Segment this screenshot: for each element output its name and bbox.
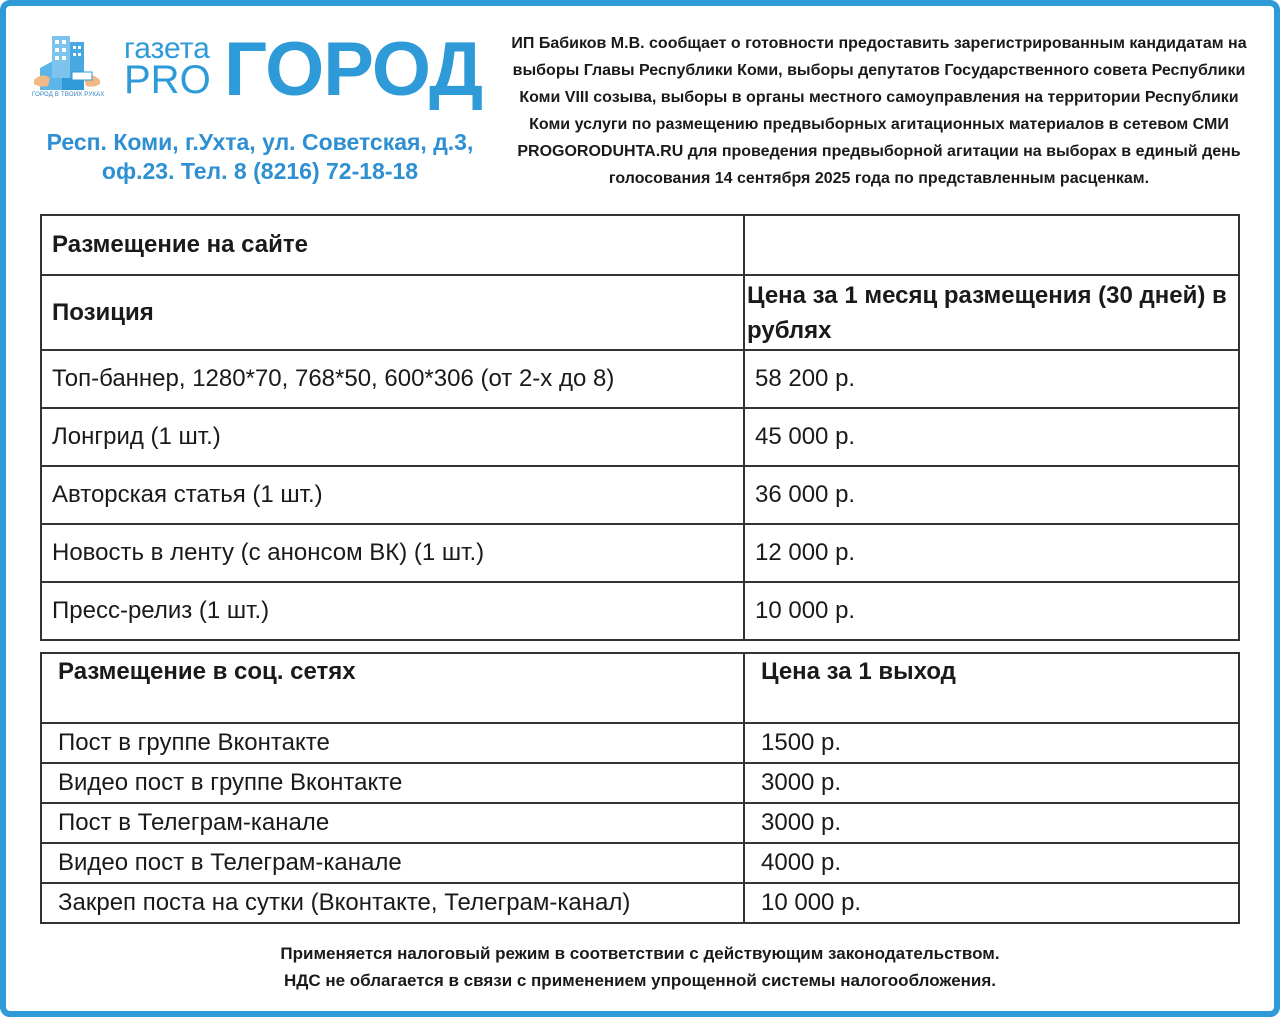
empty-cell [744,215,1239,275]
column-header-price: Цена за 1 выход [744,653,1239,723]
contact-address: Респ. Коми, г.Ухта, ул. Советская, д.3, оф.23. Тел. 8 (8216) 72-18-18 [46,129,474,184]
row-price: 1500 р. [744,723,1239,763]
tax-notice-line-2: НДС не облагается в связи с применением упрощенной системы налогообложения. [283,971,997,990]
row-price: 3000 р. [744,803,1239,843]
table-row [41,843,1239,883]
logo-gorod-text: ГОРОД [224,27,483,112]
row-price: 10 000 р. [744,883,1239,923]
row-position: Пост в группе Вконтакте [41,723,744,763]
tax-notice-line-1: Применяется налоговый режим в соответствии с действующим законодательством. [280,944,1000,963]
row-position: Закреп поста на сутки (Вконтакте, Телеграм-канал) [41,883,744,923]
table-header-row [41,275,1239,350]
row-price: 12 000 р. [744,524,1239,582]
newspaper-logo [32,27,483,112]
table-header-row [41,653,1239,723]
table-row [41,524,1239,582]
row-price: 3000 р. [744,763,1239,803]
row-position: Авторская статья (1 шт.) [41,466,744,524]
social-placement-table [40,652,1240,924]
row-position: Пост в Телеграм-канале [41,803,744,843]
row-position: Топ-баннер, 1280*70, 768*50, 600*306 (от 2-х до 8) [41,350,744,408]
column-header-position: Позиция [41,275,744,350]
table-row [41,466,1239,524]
logo-pro-text: PRO [124,58,211,102]
logo-gazeta-text: газета [124,32,210,65]
row-position: Видео пост в группе Вконтакте [41,763,744,803]
row-position: Видео пост в Телеграм-канале [41,843,744,883]
tax-notice [40,940,1240,994]
row-position: Новость в ленту (с анонсом ВК) (1 шт.) [41,524,744,582]
row-price: 10 000 р. [744,582,1239,640]
row-price: 45 000 р. [744,408,1239,466]
announcement-text: ИП Бабиков М.В. сообщает о готовности предоставить зарегистрированным кандидатам на выборы Главы Республики Коми, выборы депутатов Государственного совета Республики Коми VIII созыва, выборы в органы местного самоуправления на территории Республики Коми услуги по размещению предвыборных агитационных материалов в сетевом СМИ PROGORODUHTA.RU для проведения предвыборной агитации на выборах в единый день голосования 14 сентября 2025 года по представленным расценкам. [511,35,1247,187]
social-table-title: Размещение в соц. сетях [41,653,744,723]
column-header-price: Цена за 1 месяц размещения (30 дней) в рублях [744,275,1239,350]
site-table-title: Размещение на сайте [41,215,744,275]
table-row [41,582,1239,640]
table-row [41,763,1239,803]
table-row [41,803,1239,843]
table-row [41,350,1239,408]
row-position: Пресс-релиз (1 шт.) [41,582,744,640]
row-price: 36 000 р. [744,466,1239,524]
row-price: 4000 р. [744,843,1239,883]
table-row [41,883,1239,923]
row-price: 58 200 р. [744,350,1239,408]
logo-wordmark-small [124,34,234,104]
site-placement-table [40,214,1240,641]
table-row [41,723,1239,763]
table-row [41,408,1239,466]
row-position: Лонгрид (1 шт.) [41,408,744,466]
table-title-row [41,215,1239,275]
logo-tagline: ГОРОД В ТВОИХ РУКАХ [32,92,105,98]
